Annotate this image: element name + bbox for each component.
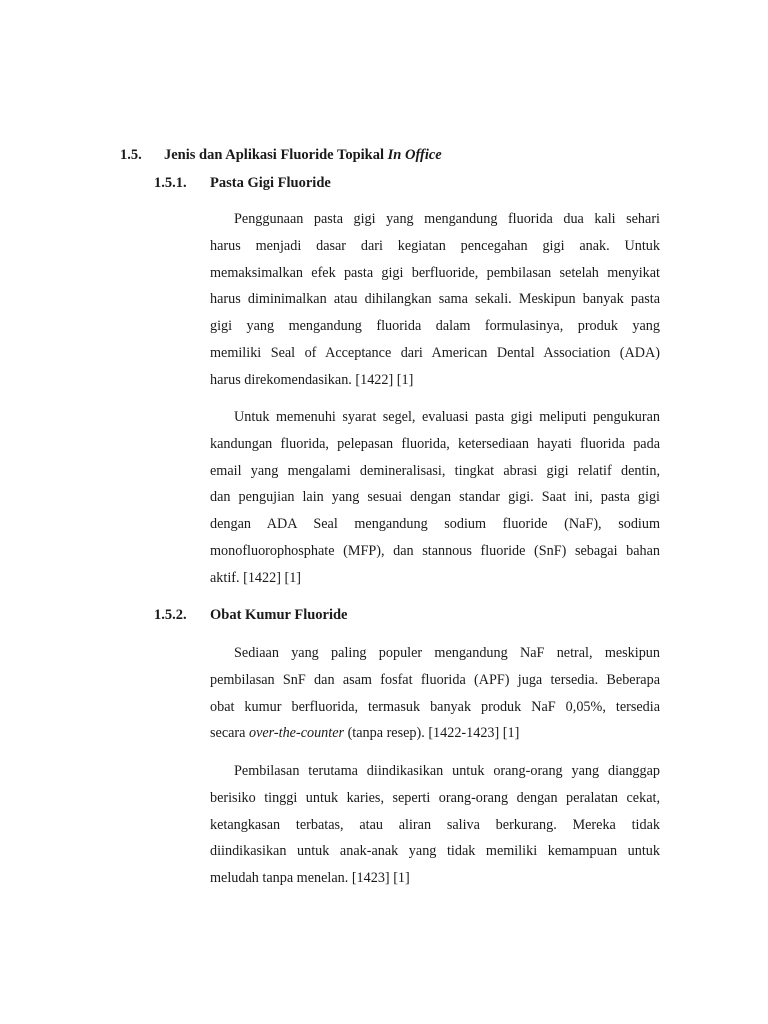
- paragraph-line: dan pengujian lain yang sesuai dengan standar gigi. Saat ini, pasta gigi: [210, 489, 660, 506]
- paragraph-2: [210, 404, 660, 592]
- paragraph-line: memiliki Seal of Acceptance dari American Dental Association (ADA): [210, 344, 660, 361]
- subsection-number-1: 1.5.1.: [154, 175, 187, 191]
- section-title: [164, 146, 442, 164]
- section-title-text: Jenis dan Aplikasi Fluoride Topikal: [164, 147, 388, 163]
- paragraph-line: berisiko tinggi untuk karies, seperti orang-orang dengan peralatan cekat,: [210, 789, 660, 806]
- paragraph-line: harus menjadi dasar dari kegiatan pencegahan gigi anak. Untuk: [210, 237, 660, 254]
- paragraph-3: [210, 640, 660, 747]
- section-heading: [120, 146, 540, 166]
- paragraph-line: meludah tanpa menelan. [1423] [1]: [210, 870, 410, 887]
- subsection-title-2: Obat Kumur Fluoride: [210, 607, 348, 623]
- paragraph-4: [210, 758, 660, 892]
- paragraph-line: Untuk memenuhi syarat segel, evaluasi pasta gigi meliputi pengukuran: [234, 409, 660, 425]
- paragraph-line: memaksimalkan efek pasta gigi berfluoride, pembilasan setelah menyikat: [210, 264, 660, 281]
- paragraph-line: email yang mengalami demineralisasi, tingkat abrasi gigi relatif dentin,: [210, 462, 660, 479]
- paragraph-line: pembilasan SnF dan asam fosfat fluorida (APF) juga tersedia. Beberapa: [210, 671, 660, 688]
- paragraph-line: [210, 720, 660, 747]
- paragraph-line: harus diminimalkan atau dihilangkan sama sekali. Meskipun banyak pasta: [210, 291, 660, 308]
- subsection-number-2: 1.5.2.: [154, 607, 187, 623]
- subsection-title-1: Pasta Gigi Fluoride: [210, 175, 331, 191]
- paragraph-line: Pembilasan terutama diindikasikan untuk orang-orang yang dianggap: [234, 763, 660, 779]
- paragraph-1: [210, 206, 660, 394]
- paragraph-line: dengan ADA Seal mengandung sodium fluoride (NaF), sodium: [210, 516, 660, 533]
- paragraph-line: Penggunaan pasta gigi yang mengandung fluorida dua kali sehari: [234, 211, 660, 227]
- paragraph-line: kandungan fluorida, pelepasan fluorida, ketersediaan hayati fluorida pada: [210, 435, 660, 452]
- paragraph-line: aktif. [1422] [1]: [210, 569, 302, 586]
- paragraph-line: obat kumur berfluorida, termasuk banyak produk NaF 0,05%, tersedia: [210, 698, 660, 715]
- line-italic-term: over-the-counter: [248, 725, 345, 742]
- subsection-heading-1: [154, 174, 454, 194]
- paragraph-line: harus direkomendasikan. [1422] [1]: [210, 371, 414, 388]
- paragraph-line: Sediaan yang paling populer mengandung NaF netral, meskipun: [234, 645, 660, 661]
- paragraph-line: ketangkasan terbatas, atau aliran saliva berkurang. Mereka tidak: [210, 816, 660, 833]
- paragraph-line: gigi yang mengandung fluorida dalam formulasinya, produk yang: [210, 318, 660, 335]
- paragraph-line: diindikasikan untuk anak-anak yang tidak memiliki kemampuan untuk: [210, 843, 660, 860]
- section-number: 1.5.: [120, 147, 142, 163]
- line-prefix: secara: [210, 725, 249, 742]
- subsection-heading-2: [154, 606, 454, 626]
- paragraph-line: monofluorophosphate (MFP), dan stannous fluoride (SnF) sebagai bahan: [210, 542, 660, 559]
- section-title-italic: In Office: [387, 147, 442, 163]
- line-suffix: (tanpa resep). [1422-1423] [1]: [344, 725, 520, 742]
